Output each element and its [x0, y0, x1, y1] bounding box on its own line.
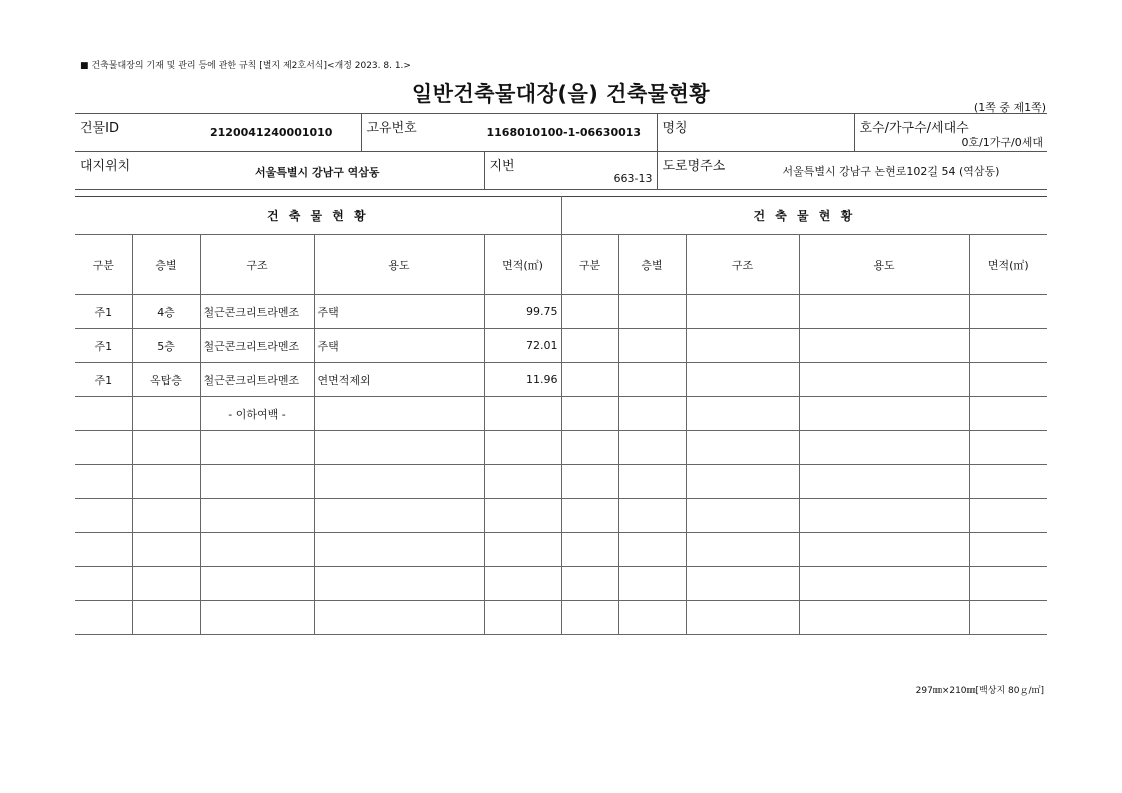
empty-cell — [132, 465, 200, 499]
empty-cell — [484, 533, 561, 567]
site-value: 서울특별시 강남구 역삼동 — [255, 166, 380, 179]
empty-cell — [314, 431, 484, 465]
cell-usage: 주택 — [314, 295, 484, 329]
empty-cell — [799, 363, 969, 397]
empty-cell — [561, 363, 618, 397]
table-row — [75, 499, 1047, 533]
empty-cell — [969, 329, 1047, 363]
empty-cell — [618, 363, 686, 397]
empty-cell — [799, 499, 969, 533]
empty-cell — [686, 329, 799, 363]
lot-cell — [484, 152, 657, 191]
cell-floor: 4층 — [132, 295, 200, 329]
empty-cell — [75, 601, 132, 635]
building-id-value: 2120041240001010 — [210, 126, 333, 139]
empty-cell — [618, 499, 686, 533]
site-header-table — [75, 151, 1047, 190]
cell-floor: 5층 — [132, 329, 200, 363]
cell-gubun: 주1 — [75, 329, 132, 363]
empty-cell — [686, 601, 799, 635]
empty-cell — [686, 431, 799, 465]
paper-spec: 297㎜×210㎜[백상지 80ｇ/㎡] — [915, 686, 1044, 696]
section-title-left: 건 축 물 현 황 — [75, 197, 561, 235]
table-row — [75, 295, 1047, 329]
lot-value: 663-13 — [613, 172, 653, 185]
empty-cell — [969, 431, 1047, 465]
empty-cell — [484, 465, 561, 499]
empty-cell — [132, 601, 200, 635]
name-cell — [657, 114, 854, 153]
empty-cell — [686, 397, 799, 431]
header-bottom-rule — [75, 189, 1047, 190]
empty-cell — [200, 431, 314, 465]
units-cell — [854, 114, 1047, 153]
site-cell — [75, 152, 484, 191]
lot-label: 지번 — [489, 159, 515, 174]
empty-cell — [618, 601, 686, 635]
empty-cell — [484, 499, 561, 533]
empty-cell — [618, 397, 686, 431]
empty-cell — [686, 465, 799, 499]
cell-floor — [132, 397, 200, 431]
empty-cell — [132, 431, 200, 465]
empty-cell — [314, 533, 484, 567]
col-floor: 층별 — [618, 235, 686, 295]
col-structure: 구조 — [686, 235, 799, 295]
empty-cell — [132, 499, 200, 533]
empty-cell — [132, 533, 200, 567]
col-floor: 층별 — [132, 235, 200, 295]
cell-area — [484, 397, 561, 431]
empty-cell — [200, 533, 314, 567]
cell-structure: 철근콘크리트라멘조 — [200, 329, 314, 363]
empty-cell — [561, 329, 618, 363]
empty-cell — [618, 567, 686, 601]
empty-cell — [969, 533, 1047, 567]
empty-cell — [484, 601, 561, 635]
regulation-note: ■ 건축물대장의 기재 및 관리 등에 관한 규칙 [별지 제2호서식]<개정 2023. 8. 1.> — [80, 61, 411, 71]
name-label: 명칭 — [662, 121, 688, 136]
cell-usage: 주택 — [314, 329, 484, 363]
document-title: 일반건축물대장(을) 건축물현황 — [411, 82, 711, 106]
building-id-label: 건물ID — [80, 121, 119, 136]
col-area: 면적(㎡) — [969, 235, 1047, 295]
empty-cell — [799, 533, 969, 567]
empty-cell — [686, 533, 799, 567]
column-header-row — [75, 235, 1047, 295]
table-row — [75, 431, 1047, 465]
empty-cell — [799, 601, 969, 635]
empty-cell — [561, 465, 618, 499]
empty-cell — [799, 329, 969, 363]
table-row — [75, 567, 1047, 601]
cell-gubun: 주1 — [75, 363, 132, 397]
empty-cell — [200, 465, 314, 499]
empty-cell — [561, 499, 618, 533]
empty-cell — [799, 567, 969, 601]
cell-floor: 옥탑층 — [132, 363, 200, 397]
unique-no-value: 1168010100-1-06630013 — [486, 126, 642, 139]
cell-area: 99.75 — [484, 295, 561, 329]
empty-cell — [618, 431, 686, 465]
empty-cell — [561, 431, 618, 465]
empty-cell — [561, 601, 618, 635]
col-usage: 용도 — [799, 235, 969, 295]
table-row — [75, 465, 1047, 499]
units-label: 호수/가구수/세대수 — [859, 121, 969, 136]
empty-cell — [969, 295, 1047, 329]
cell-usage: 연면적제외 — [314, 363, 484, 397]
empty-cell — [969, 601, 1047, 635]
table-row — [75, 329, 1047, 363]
empty-cell — [75, 465, 132, 499]
blank-below-marker: - 이하여백 - — [200, 397, 314, 431]
unique-no-label: 고유번호 — [366, 121, 417, 136]
table-row — [75, 397, 1047, 431]
empty-cell — [799, 431, 969, 465]
empty-cell — [561, 533, 618, 567]
empty-cell — [618, 465, 686, 499]
empty-cell — [799, 465, 969, 499]
units-value: 0호/1가구/0세대 — [961, 136, 1043, 149]
empty-cell — [200, 499, 314, 533]
section-title-row — [75, 197, 1047, 235]
empty-cell — [75, 533, 132, 567]
empty-cell — [314, 465, 484, 499]
empty-cell — [969, 567, 1047, 601]
empty-cell — [969, 363, 1047, 397]
empty-cell — [561, 567, 618, 601]
empty-cell — [799, 397, 969, 431]
building-header-table — [75, 113, 1047, 152]
empty-cell — [200, 601, 314, 635]
empty-cell — [314, 499, 484, 533]
cell-structure: 철근콘크리트라멘조 — [200, 295, 314, 329]
cell-gubun — [75, 397, 132, 431]
empty-cell — [618, 533, 686, 567]
empty-cell — [618, 329, 686, 363]
road-cell — [657, 152, 1047, 191]
table-row — [75, 363, 1047, 397]
building-status-table — [75, 196, 1047, 635]
table-row — [75, 533, 1047, 567]
col-area: 면적(㎡) — [484, 235, 561, 295]
empty-cell — [969, 499, 1047, 533]
empty-cell — [686, 567, 799, 601]
cell-area: 11.96 — [484, 363, 561, 397]
site-label: 대지위치 — [80, 159, 131, 174]
empty-cell — [686, 363, 799, 397]
empty-cell — [969, 397, 1047, 431]
unique-no-cell — [361, 114, 657, 153]
empty-cell — [686, 499, 799, 533]
building-id-cell — [75, 114, 361, 153]
empty-cell — [969, 465, 1047, 499]
road-value: 서울특별시 강남구 논현로102길 54 (역삼동) — [782, 165, 1000, 178]
section-title-right: 건 축 물 현 황 — [561, 197, 1047, 235]
cell-gubun: 주1 — [75, 295, 132, 329]
table-row — [75, 601, 1047, 635]
col-gubun: 구분 — [75, 235, 132, 295]
page-info: (1쪽 중 제1쪽) — [973, 101, 1046, 114]
empty-cell — [132, 567, 200, 601]
empty-cell — [75, 567, 132, 601]
col-usage: 용도 — [314, 235, 484, 295]
empty-cell — [799, 295, 969, 329]
road-label: 도로명주소 — [662, 159, 726, 174]
empty-cell — [75, 431, 132, 465]
empty-cell — [484, 567, 561, 601]
empty-cell — [618, 295, 686, 329]
cell-area: 72.01 — [484, 329, 561, 363]
empty-cell — [484, 431, 561, 465]
cell-usage — [314, 397, 484, 431]
empty-cell — [686, 295, 799, 329]
empty-cell — [561, 397, 618, 431]
empty-cell — [200, 567, 314, 601]
empty-cell — [314, 601, 484, 635]
cell-structure: 철근콘크리트라멘조 — [200, 363, 314, 397]
col-gubun: 구분 — [561, 235, 618, 295]
empty-cell — [314, 567, 484, 601]
empty-cell — [561, 295, 618, 329]
col-structure: 구조 — [200, 235, 314, 295]
empty-cell — [75, 499, 132, 533]
